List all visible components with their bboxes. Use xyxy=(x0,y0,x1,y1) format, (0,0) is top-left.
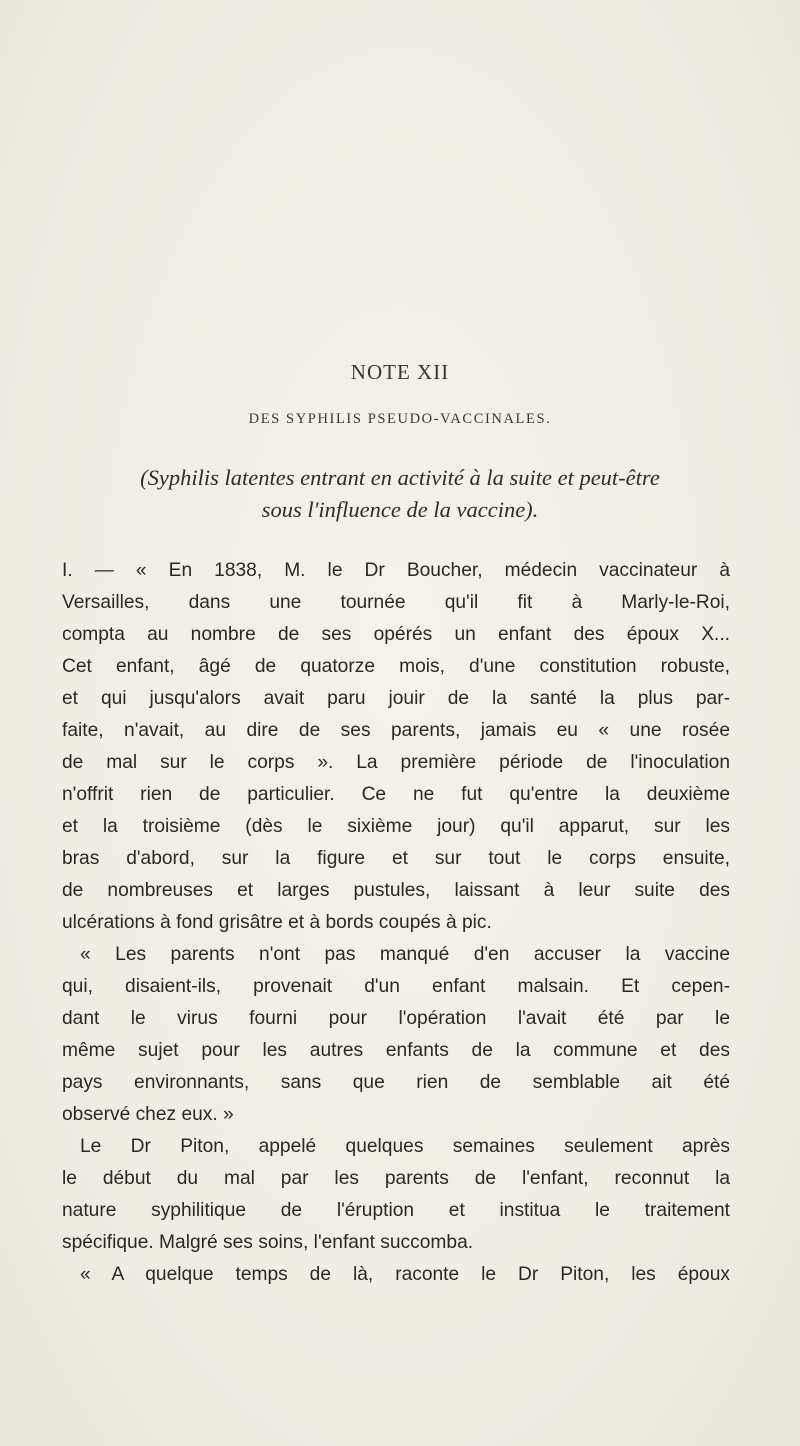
body-line: qui, disaient-ils, provenait d'un enfant malsain. Et cepen- xyxy=(62,976,730,997)
body-line: n'offrit rien de particulier. Ce ne fut qu'entre la deuxième xyxy=(62,784,730,805)
body-line: spécifique. Malgré ses soins, l'enfant succomba. xyxy=(62,1232,474,1253)
italic-line-1: (Syphilis latentes entrant en activité à la suite et peut-être xyxy=(140,465,660,490)
note-title: NOTE XII xyxy=(350,360,450,384)
body-line: de mal sur le corps ». La première période de l'inoculation xyxy=(62,752,730,773)
body-line: Cet enfant, âgé de quatorze mois, d'une constitution robuste, xyxy=(62,656,730,677)
body-line: même sujet pour les autres enfants de la commune et des xyxy=(62,1040,730,1061)
body-line: nature syphilitique de l'éruption et institua le traitement xyxy=(62,1200,730,1221)
note-subtitle: DES SYPHILIS PSEUDO-VACCINALES. xyxy=(248,411,552,427)
body-line: faite, n'avait, au dire de ses parents, jamais eu « une rosée xyxy=(62,720,730,741)
body-line: « Les parents n'ont pas manqué d'en accuser la vaccine xyxy=(80,944,730,965)
body-line: Le Dr Piton, appelé quelques semaines seulement après xyxy=(80,1136,730,1157)
body-line: observé chez eux. » xyxy=(62,1104,234,1125)
body-line: I. — « En 1838, M. le Dr Boucher, médecin vaccinateur à xyxy=(62,560,730,581)
body-line: de nombreuses et larges pustules, laissant à leur suite des xyxy=(62,880,730,901)
body-line: le début du mal par les parents de l'enfant, reconnut la xyxy=(62,1168,730,1189)
body-line: et qui jusqu'alors avait paru jouir de la santé la plus par- xyxy=(62,688,730,709)
body-line: compta au nombre de ses opérés un enfant des époux X... xyxy=(62,624,730,645)
body-line: et la troisième (dès le sixième jour) qu'il apparut, sur les xyxy=(62,816,730,837)
body-line: « A quelque temps de là, raconte le Dr Piton, les époux xyxy=(80,1264,730,1285)
body-line: ulcérations à fond grisâtre et à bords coupés à pic. xyxy=(62,912,492,933)
italic-subheading xyxy=(60,462,740,526)
body-line: Versailles, dans une tournée qu'il fit à Marly-le-Roi, xyxy=(62,592,730,613)
body-line: dant le virus fourni pour l'opération l'avait été par le xyxy=(62,1008,730,1029)
body-line: pays environnants, sans que rien de semblable ait été xyxy=(62,1072,730,1093)
italic-line-2: sous l'influence de la vaccine). xyxy=(261,497,539,522)
body-line: bras d'abord, sur la figure et sur tout le corps ensuite, xyxy=(62,848,730,869)
